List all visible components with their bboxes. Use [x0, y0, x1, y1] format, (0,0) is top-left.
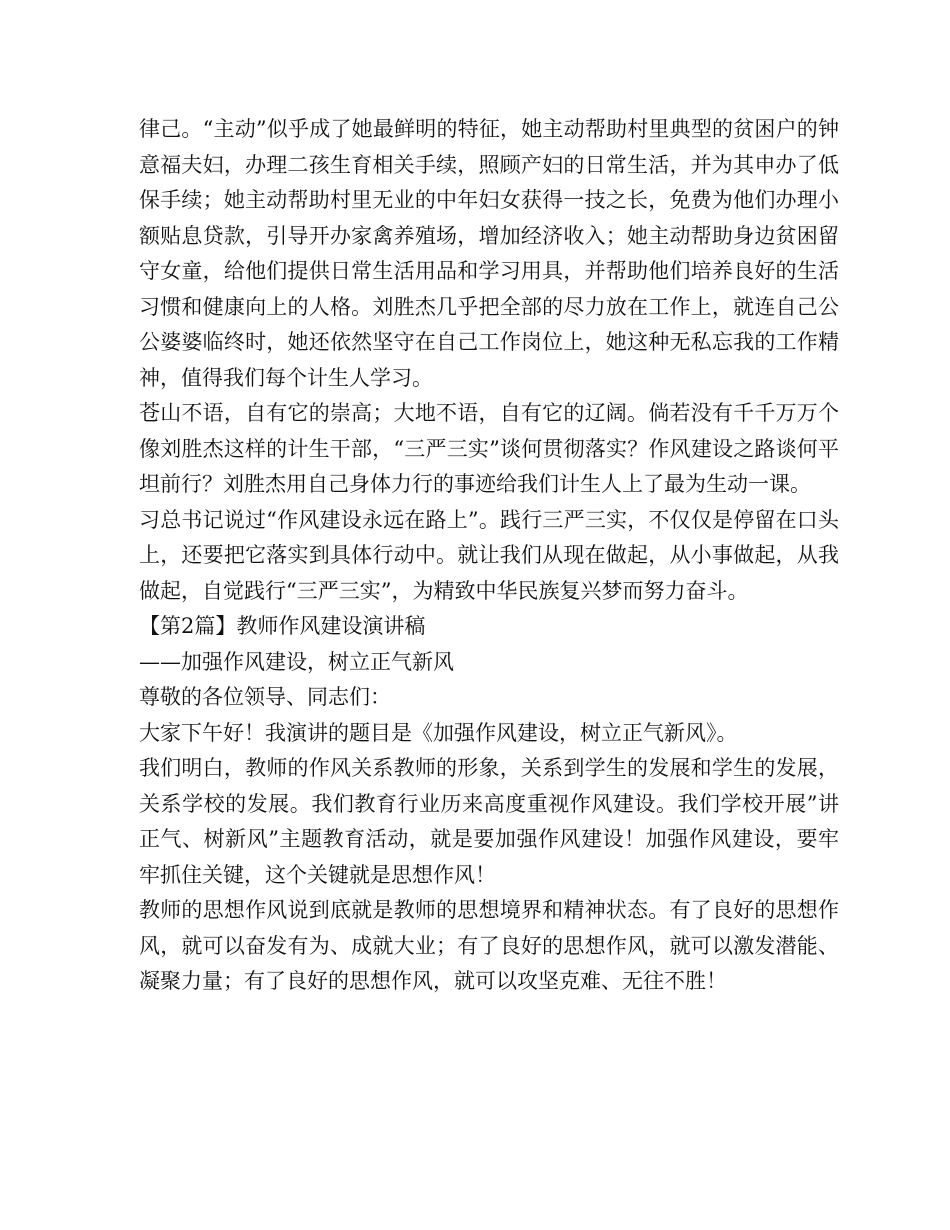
- section-heading: 【第2篇】教师作风建设演讲稿: [139, 614, 426, 638]
- document-page: [139, 112, 839, 1000]
- greeting-line: 大家下午好！我演讲的题目是《加强作风建设，树立正气新风》。: [139, 720, 738, 745]
- paragraph-call-to-action: 习总书记说过“作风建设永远在路上”。践行三严三实，不仅仅是停留在口头上，还要把它落实到具体行动中。就让我们从现在做起，从小事做起，从我做起，自觉践行“三严三实”，为精致中华民族复兴梦而努力奋斗。: [139, 507, 839, 603]
- paragraph-ideological-style: 教师的思想作风说到底就是教师的思想境界和精神状态。有了良好的思想作风，就可以奋发有为、成就大业；有了良好的思想作风，就可以激发潜能、凝聚力量；有了良好的思想作风，就可以攻坚克难、无往不胜！: [139, 898, 839, 993]
- paragraph-teacher-conduct: 我们明白，教师的作风关系教师的形象，关系到学生的发展和学生的发展，关系学校的发展。我们教育行业历来高度重视作风建设。我们学校开展”讲正气、树新风”主题教育活动，就是要加强作风建设！加强作风建设，要牢牢抓住关键，这个关键就是思想作风！: [139, 756, 839, 887]
- paragraph-community-work: 律己。“主动”似乎成了她最鲜明的特征，她主动帮助村里典型的贫困户的钟意福夫妇，办理二孩生育相关手续，照顾产妇的日常生活，并为其申办了低保手续；她主动帮助村里无业的中年妇女获得一技之长，免费为他们办理小额贴息贷款，引导开办家禽养殖场，增加经济收入；她主动帮助身边贫困留守女童，给他们提供日常生活用品和学习用具，并帮助他们培养良好的生活习惯和健康向上的人格。刘胜杰几乎把全部的尽力放在工作上，就连自己公公婆婆临终时，她还依然坚守在自己工作岗位上，她这种无私忘我的工作精神，值得我们每个计生人学习。: [139, 117, 839, 390]
- salutation: 尊敬的各位领导、同志们：: [139, 685, 391, 709]
- paragraph-mountain-metaphor: 苍山不语，自有它的崇高；大地不语，自有它的辽阔。倘若没有千千万万个像刘胜杰这样的计生干部，“三严三实”谈何贯彻落实？作风建设之路谈何平坦前行？刘胜杰用自己身体力行的事迹给我们计生人上了最为生动一课。: [139, 401, 839, 496]
- speech-subtitle: ——加强作风建设，树立正气新风: [139, 649, 454, 674]
